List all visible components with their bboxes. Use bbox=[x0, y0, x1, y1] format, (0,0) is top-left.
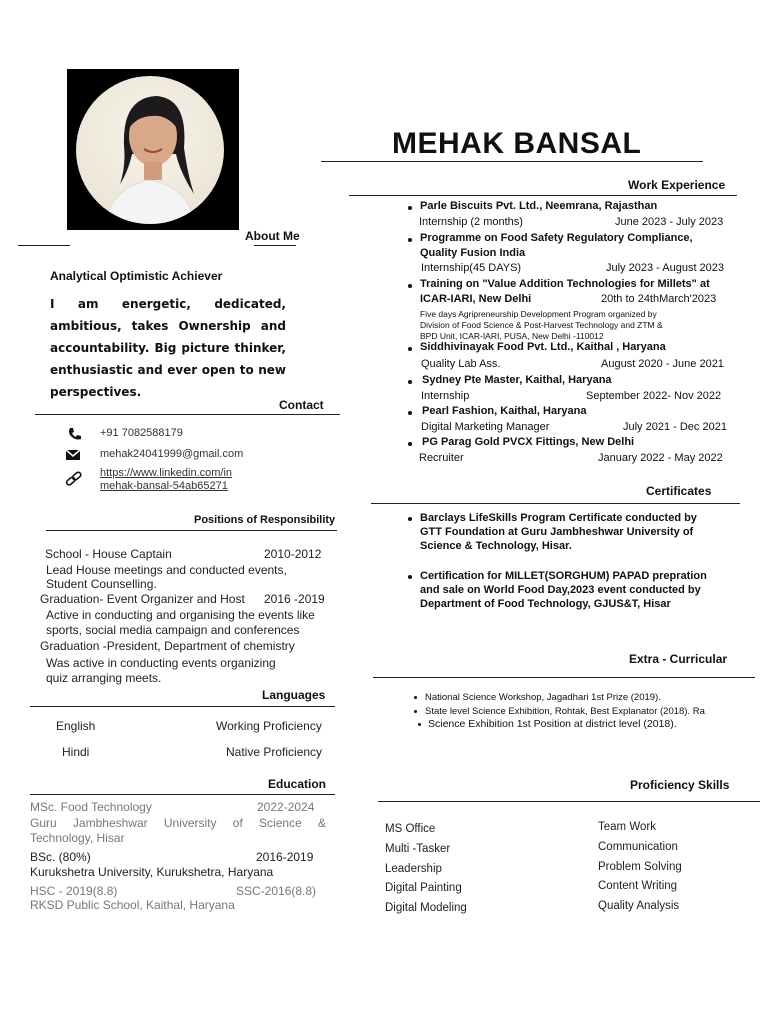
education-msc-years: 2022-2024 bbox=[257, 800, 315, 814]
extra-title: Extra - Curricular bbox=[629, 652, 728, 666]
skills-divider bbox=[378, 801, 760, 802]
about-divider-right bbox=[254, 245, 296, 246]
extra-bullet-1 bbox=[414, 696, 417, 699]
positions-title: Positions of Responsibility bbox=[194, 514, 336, 526]
work-role-2: Internship(45 DAYS) bbox=[421, 262, 522, 274]
work-company-2b: Quality Fusion India bbox=[420, 247, 526, 259]
position-desc-1a: Lead House meetings and conducted events, bbox=[46, 563, 287, 577]
work-company-1: Parle Biscuits Pvt. Ltd., Neemrana, Rajasthan bbox=[420, 200, 658, 212]
work-role-5: Internship bbox=[421, 390, 470, 402]
skill-left-2: Multi -Tasker bbox=[385, 843, 451, 855]
skill-right-1: Team Work bbox=[598, 821, 656, 833]
extra-divider bbox=[373, 677, 755, 678]
work-bullet-2 bbox=[408, 238, 412, 242]
work-note-3a: Five days Agripreneurship Development Program organized by bbox=[420, 309, 657, 319]
work-company-3: Training on "Value Addition Technologies for Millets" at bbox=[420, 278, 710, 290]
work-role-4: Quality Lab Ass. bbox=[421, 358, 501, 370]
contact-phone: +91 7082588179 bbox=[100, 427, 183, 439]
education-bsc-years: 2016-2019 bbox=[256, 850, 314, 864]
education-divider bbox=[30, 794, 335, 795]
education-ssc: SSC-2016(8.8) bbox=[236, 884, 317, 898]
certificate-2-line-1: Certification for MILLET(SORGHUM) PAPAD prepration bbox=[420, 570, 707, 582]
work-divider bbox=[349, 195, 737, 196]
extra-item-3: Science Exhibition 1st Position at district level (2018). bbox=[428, 718, 677, 730]
work-dates-6: July 2021 - Dec 2021 bbox=[623, 421, 727, 433]
work-dates-2: July 2023 - August 2023 bbox=[606, 262, 725, 274]
languages-title: Languages bbox=[262, 688, 326, 702]
profile-photo-frame bbox=[67, 69, 239, 230]
education-bsc-degree: BSc. (80%) bbox=[30, 850, 91, 864]
work-dates-4: August 2020 - June 2021 bbox=[601, 358, 724, 370]
work-bullet-6 bbox=[408, 411, 412, 415]
contact-linkedin-line2[interactable]: mehak-bansal-54ab65271 bbox=[100, 480, 228, 492]
candidate-name: MEHAK BANSAL bbox=[392, 127, 642, 160]
skill-right-5: Quality Analysis bbox=[598, 900, 680, 912]
position-role-3: Graduation -President, Department of chemistry bbox=[40, 639, 295, 653]
certificates-title: Certificates bbox=[646, 484, 712, 498]
extra-bullet-2 bbox=[414, 710, 417, 713]
skill-right-3: Problem Solving bbox=[598, 861, 682, 873]
position-desc-2b: sports, social media campaign and conferences bbox=[46, 623, 300, 637]
skill-left-1: MS Office bbox=[385, 823, 436, 835]
about-tagline: Analytical Optimistic Achiever bbox=[50, 269, 223, 283]
education-school: RKSD Public School, Kaithal, Haryana bbox=[30, 898, 235, 912]
position-role-1: School - House Captain bbox=[45, 547, 172, 561]
work-note-3c: BPD Unit, ICAR-IARI, PUSA, New Delhi -110012 bbox=[420, 331, 604, 341]
education-hsc: HSC - 2019(8.8) bbox=[30, 884, 118, 898]
education-msc-university-1: Guru Jambheshwar University of Science & bbox=[30, 816, 326, 830]
work-bullet-1 bbox=[408, 206, 412, 210]
about-text: I am energetic, dedicated, ambitious, takes Ownership and accountability. Big picture thinker, enthusiastic and ever open to new perspectives. bbox=[50, 297, 286, 399]
person-silhouette-icon bbox=[76, 76, 224, 224]
work-bullet-3 bbox=[408, 284, 412, 288]
language-level-2: Native Proficiency bbox=[226, 745, 323, 759]
work-company-2: Programme on Food Safety Regulatory Compliance, bbox=[420, 232, 693, 244]
certificate-1-line-1: Barclays LifeSkills Program Certificate conducted by bbox=[420, 512, 697, 524]
work-title: Work Experience bbox=[628, 178, 726, 192]
position-desc-3a: Was active in conducting events organizing bbox=[46, 656, 276, 670]
work-bullet-7 bbox=[408, 442, 412, 446]
position-years-2: 2016 -2019 bbox=[264, 592, 325, 606]
work-role-1: Internship (2 months) bbox=[419, 216, 523, 228]
work-company-3b: ICAR-IARI, New Delhi bbox=[420, 293, 532, 305]
skill-right-4: Content Writing bbox=[598, 880, 678, 892]
profile-photo bbox=[76, 76, 224, 224]
contact-linkedin-line1[interactable]: https://www.linkedin.com/in bbox=[100, 467, 233, 479]
skill-left-5: Digital Modeling bbox=[385, 902, 467, 914]
certificate-2-line-2: and sale on World Food Day,2023 event conducted by bbox=[420, 584, 701, 596]
position-years-1: 2010-2012 bbox=[264, 547, 322, 561]
work-role-6: Digital Marketing Manager bbox=[421, 421, 550, 433]
mail-icon bbox=[64, 447, 84, 463]
about-divider-left bbox=[18, 245, 70, 246]
work-company-4: Siddhivinayak Food Pvt. Ltd., Kaithal , Haryana bbox=[420, 341, 666, 353]
contact-email: mehak24041999@gmail.com bbox=[100, 448, 244, 460]
contact-title: Contact bbox=[279, 398, 324, 412]
work-company-6: Pearl Fashion, Kaithal, Haryana bbox=[422, 405, 587, 417]
certificate-1-line-2: GTT Foundation at Guru Jambheshwar University of bbox=[420, 526, 694, 538]
name-divider bbox=[321, 161, 703, 162]
phone-icon bbox=[64, 426, 84, 442]
positions-divider bbox=[46, 530, 337, 531]
languages-divider bbox=[30, 706, 335, 707]
certificates-divider bbox=[371, 503, 740, 504]
about-title: About Me bbox=[245, 229, 300, 243]
work-bullet-5 bbox=[408, 380, 412, 384]
work-company-7: PG Parag Gold PVCX Fittings, New Delhi bbox=[422, 436, 635, 448]
work-dates-1: June 2023 - July 2023 bbox=[615, 216, 724, 228]
work-dates-5: September 2022- Nov 2022 bbox=[586, 390, 722, 402]
extra-item-2: State level Science Exhibition, Rohtak, Best Explanator (2018). Ra bbox=[425, 706, 705, 717]
work-dates-7: January 2022 - May 2022 bbox=[598, 452, 723, 464]
language-name-2: Hindi bbox=[62, 745, 90, 759]
certificate-bullet-2 bbox=[408, 575, 412, 579]
language-name-1: English bbox=[56, 719, 96, 733]
work-company-5: Sydney Pte Master, Kaithal, Haryana bbox=[422, 374, 612, 386]
skills-title: Proficiency Skills bbox=[630, 778, 730, 792]
position-role-2: Graduation- Event Organizer and Host bbox=[40, 592, 245, 606]
education-bsc-university: Kurukshetra University, Kurukshetra, Haryana bbox=[30, 865, 274, 879]
position-desc-3b: quiz arranging meets. bbox=[46, 671, 162, 685]
education-msc-degree: MSc. Food Technology bbox=[30, 800, 152, 814]
work-role-7: Recruiter bbox=[419, 452, 464, 464]
skill-left-3: Leadership bbox=[385, 863, 442, 875]
work-bullet-4 bbox=[408, 347, 412, 351]
education-msc-university-2: Technology, Hisar bbox=[30, 831, 125, 845]
language-level-1: Working Proficiency bbox=[216, 719, 322, 733]
link-icon bbox=[64, 471, 84, 487]
work-note-3b: Division of Food Science & Post-Harvest Technology and ZTM & bbox=[420, 320, 663, 330]
skill-right-2: Communication bbox=[598, 841, 678, 853]
skill-left-4: Digital Painting bbox=[385, 882, 462, 894]
education-title: Education bbox=[268, 777, 327, 791]
position-desc-1b: Student Counselling. bbox=[46, 577, 157, 591]
certificate-1-line-3: Science & Technology, Hisar. bbox=[420, 540, 572, 552]
extra-item-1: National Science Workshop, Jagadhari 1st Prize (2019). bbox=[425, 692, 661, 703]
certificate-2-line-3: Department of Food Technology, GJUS&T, Hisar bbox=[420, 598, 671, 610]
work-dates-3: 20th to 24thMarch'2023 bbox=[601, 293, 717, 305]
extra-bullet-3 bbox=[418, 723, 421, 726]
certificate-bullet-1 bbox=[408, 517, 412, 521]
position-desc-2a: Active in conducting and organising the events like bbox=[46, 608, 315, 622]
contact-divider bbox=[35, 414, 340, 415]
